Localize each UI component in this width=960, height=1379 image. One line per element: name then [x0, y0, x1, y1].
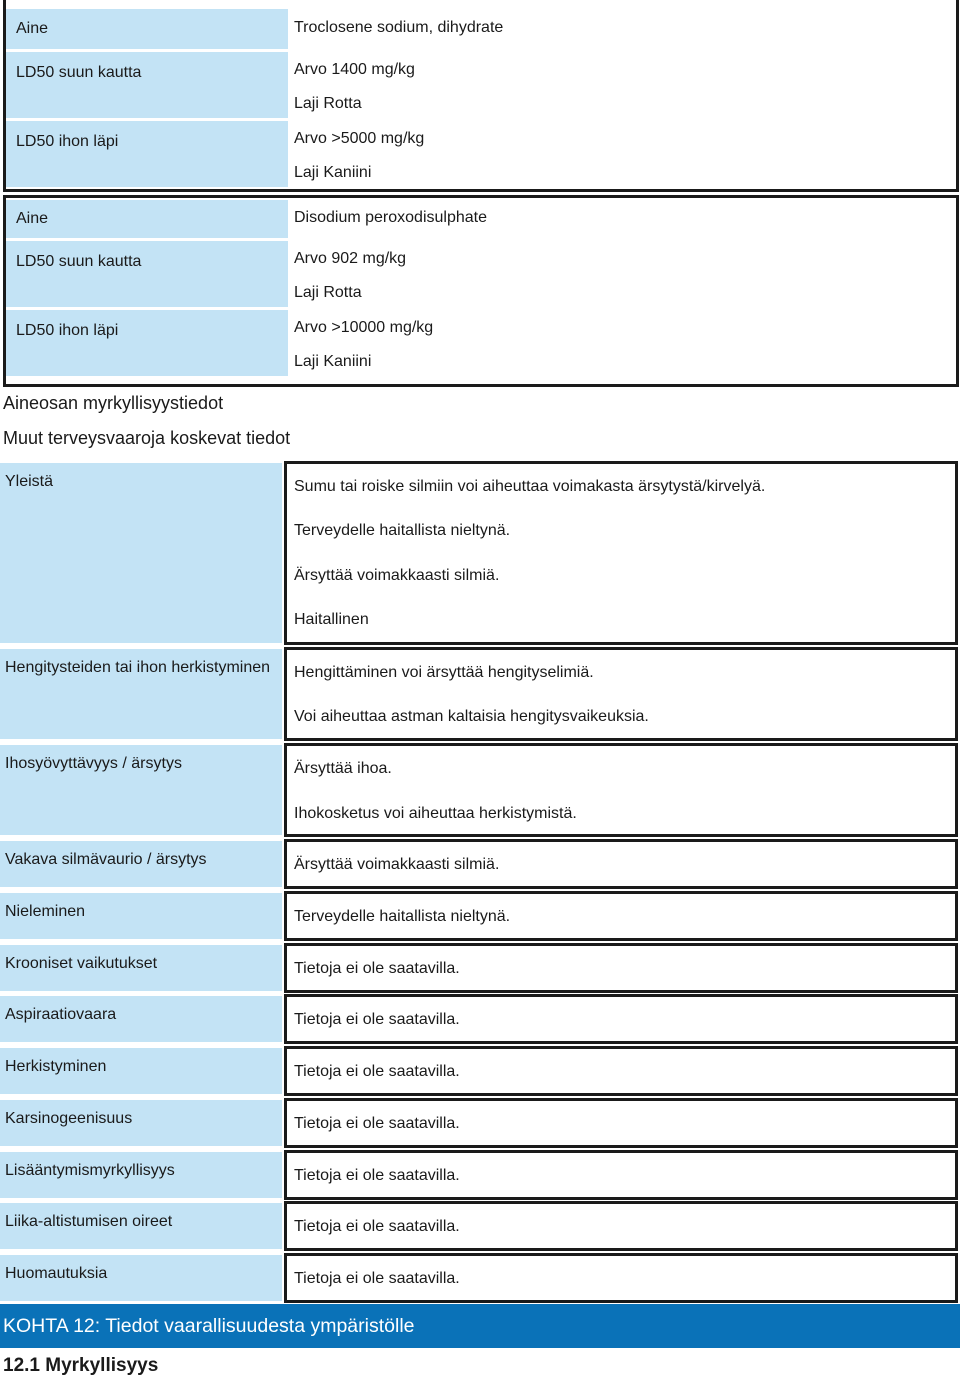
- hazard-value-line: Haitallinen: [294, 611, 369, 628]
- ld50-dermal-value: Arvo >5000 mg/kg: [294, 130, 425, 147]
- ld50-oral-species: Laji Rotta: [294, 284, 362, 301]
- hazard-label-general: Yleistä: [0, 463, 282, 643]
- hazard-value-line: Sumu tai roiske silmiin voi aiheuttaa voimakasta ärsytystä/kirvelyä.: [294, 478, 766, 495]
- hazard-label-skin-corrosion: Ihosyövyttävyys / ärsytys: [0, 745, 282, 835]
- hazard-value-line: Tietoja ei ole saatavilla.: [294, 1063, 460, 1080]
- hazard-label-reproductive-toxicity: Lisääntymismyrkyllisyys: [0, 1152, 282, 1198]
- section-12-title-bar: KOHTA 12: Tiedot vaarallisuudesta ympäristölle: [0, 1304, 960, 1348]
- aine-value: Disodium peroxodisulphate: [294, 209, 487, 226]
- aine-value: Troclosene sodium, dihydrate: [294, 19, 504, 36]
- ld50-oral-label: LD50 suun kautta: [6, 241, 288, 307]
- hazard-label-carcinogenicity: Karsinogeenisuus: [0, 1100, 282, 1146]
- other-hazards-heading: Muut terveysvaaroja koskevat tiedot: [3, 428, 291, 448]
- hazard-value-line: Ärsyttää ihoa.: [294, 760, 392, 777]
- aine-label: Aine: [6, 200, 288, 238]
- ld50-dermal-label: LD50 ihon läpi: [6, 310, 288, 376]
- hazard-value-line: Ärsyttää voimakkaasti silmiä.: [294, 856, 500, 873]
- ld50-oral-value: Arvo 1400 mg/kg: [294, 61, 415, 78]
- ld50-dermal-value: Arvo >10000 mg/kg: [294, 319, 434, 336]
- ld50-oral-value: Arvo 902 mg/kg: [294, 250, 407, 267]
- aine-label: Aine: [6, 9, 288, 49]
- hazard-label-eye-damage: Vakava silmävaurio / ärsytys: [0, 841, 282, 887]
- hazard-label-remarks: Huomautuksia: [0, 1255, 282, 1301]
- component-toxicity-heading: Aineosan myrkyllisyystiedot: [3, 393, 224, 413]
- hazard-value-line: Tietoja ei ole saatavilla.: [294, 1115, 460, 1132]
- ld50-oral-label: LD50 suun kautta: [6, 52, 288, 118]
- ld50-oral-species: Laji Rotta: [294, 95, 362, 112]
- hazard-value-line: Terveydelle haitallista nieltynä.: [294, 908, 511, 925]
- hazard-value-line: Tietoja ei ole saatavilla.: [294, 960, 460, 977]
- hazard-value-line: Tietoja ei ole saatavilla.: [294, 1167, 460, 1184]
- hazard-value-line: Tietoja ei ole saatavilla.: [294, 1270, 460, 1287]
- subsection-12-1-heading: 12.1 Myrkyllisyys: [3, 1355, 159, 1376]
- hazard-label-sensitisation: Herkistyminen: [0, 1048, 282, 1094]
- hazard-value-line: Tietoja ei ole saatavilla.: [294, 1218, 460, 1235]
- hazard-value-line: Hengittäminen voi ärsyttää hengityselimiä.: [294, 664, 594, 681]
- hazard-label-ingestion: Nieleminen: [0, 893, 282, 939]
- ld50-dermal-species: Laji Kaniini: [294, 353, 372, 370]
- hazard-label-overexposure-symptoms: Liika-altistumisen oireet: [0, 1203, 282, 1249]
- hazard-label-aspiration: Aspiraatiovaara: [0, 996, 282, 1042]
- hazard-value-line: Ärsyttää voimakkaasti silmiä.: [294, 567, 500, 584]
- ld50-dermal-label: LD50 ihon läpi: [6, 121, 288, 187]
- hazard-label-chronic-effects: Krooniset vaikutukset: [0, 945, 282, 991]
- hazard-value-line: Ihokosketus voi aiheuttaa herkistymistä.: [294, 805, 577, 822]
- hazard-value-line: Tietoja ei ole saatavilla.: [294, 1011, 460, 1028]
- ld50-dermal-species: Laji Kaniini: [294, 164, 372, 181]
- hazard-label-respiratory-sensitisation: Hengitysteiden tai ihon herkistyminen: [0, 649, 282, 739]
- hazard-value-line: Voi aiheuttaa astman kaltaisia hengitysvaikeuksia.: [294, 708, 649, 725]
- hazard-value-line: Terveydelle haitallista nieltynä.: [294, 522, 511, 539]
- hazard-value-box: [284, 647, 958, 741]
